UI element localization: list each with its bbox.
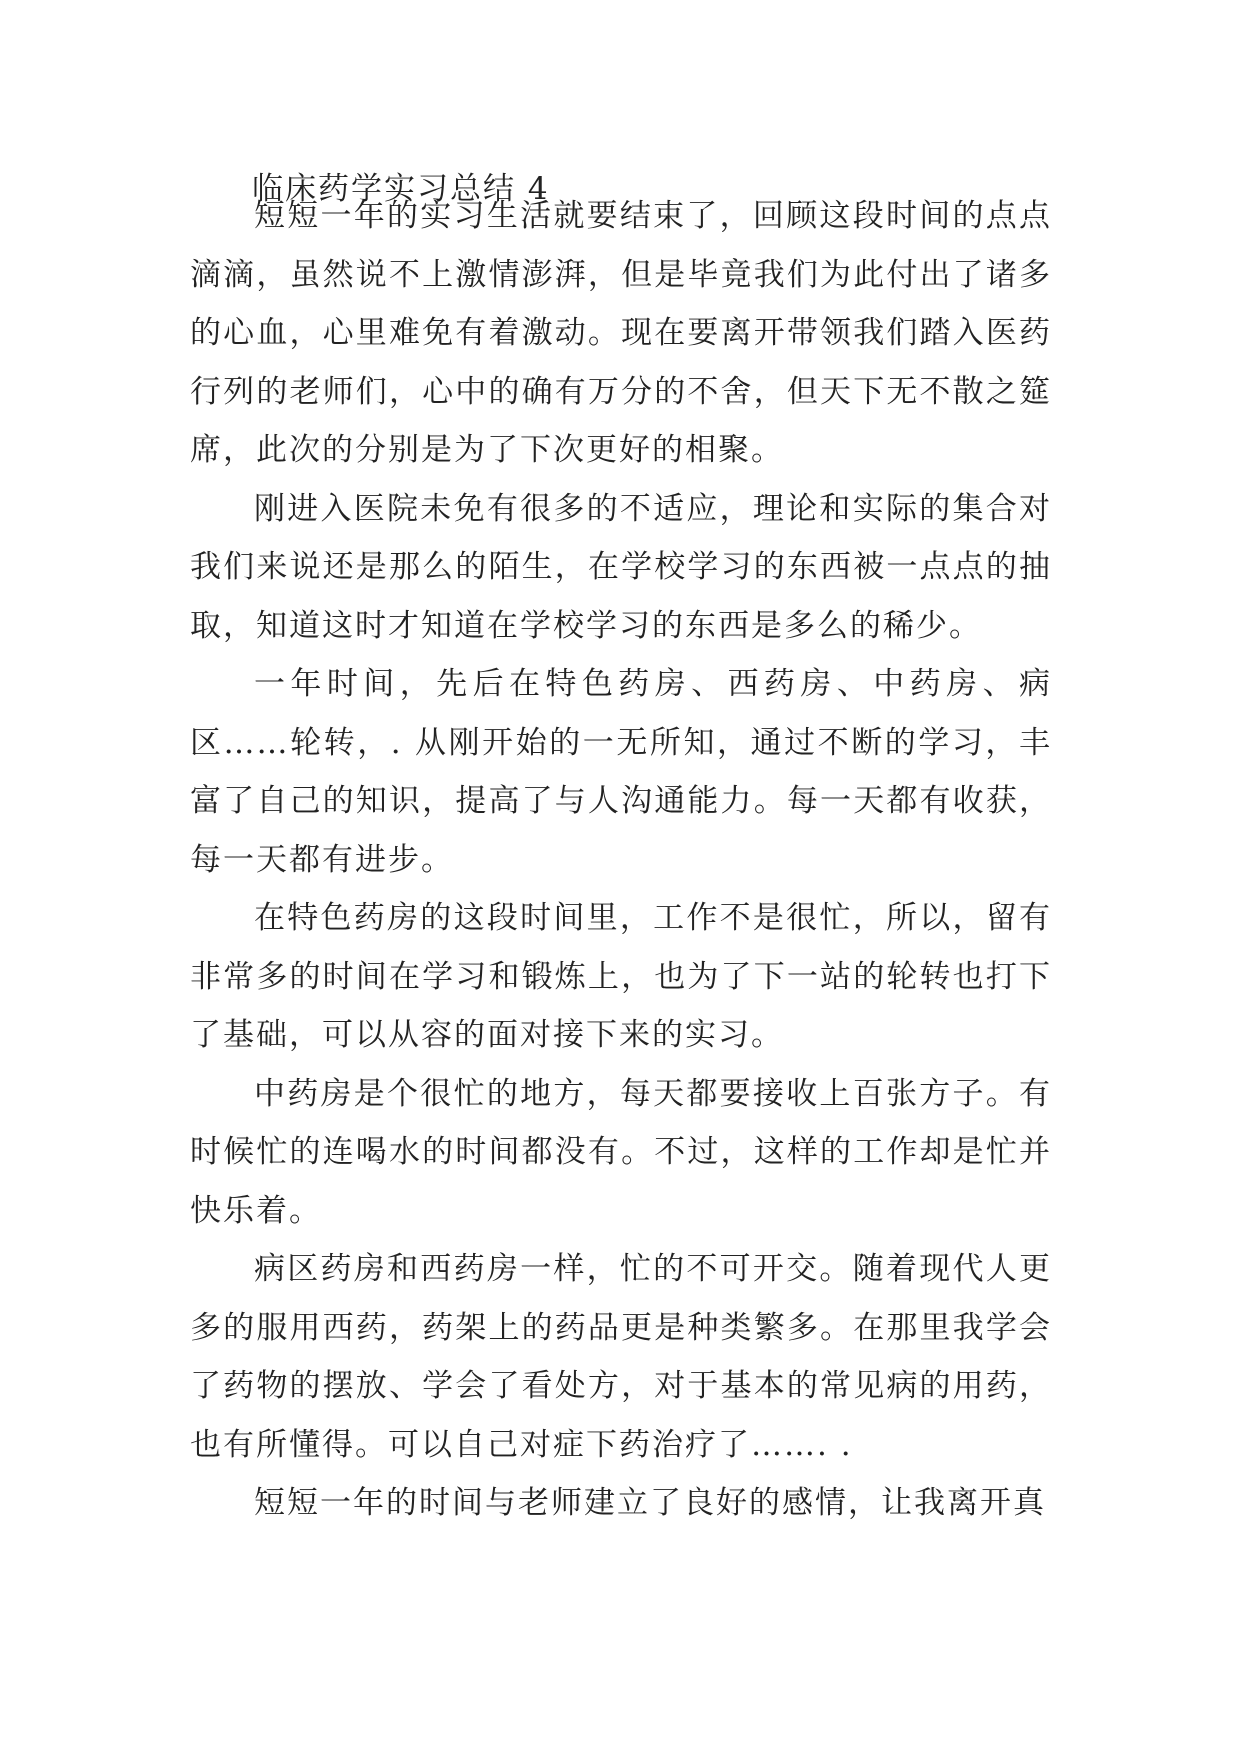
paragraph-1: 短短一年的实习生活就要结束了，回顾这段时间的点点滴滴，虽然说不上激情澎湃，但是毕竟我们为此付出了诸多的心血，心里难免有着激动。现在要离开带领我们踏入医药行列的老师们，心中的确有万分的不舍，但天下无不散之筵席，此次的分别是为了下次更好的相聚。 xyxy=(190,198,1052,468)
paragraph-4: 在特色药房的这段时间里，工作不是很忙，所以，留有非常多的时间在学习和锻炼上，也为了下一站的轮转也打下了基础，可以从容的面对接下来的实习。 xyxy=(190,900,1052,1053)
document-title: 临床药学实习总结 4 xyxy=(252,171,550,207)
paragraph-5: 中药房是个很忙的地方，每天都要接收上百张方子。有时候忙的连喝水的时间都没有。不过，这样的工作却是忙并快乐着。 xyxy=(190,1075,1052,1229)
paragraph-2: 刚进入医院未免有很多的不适应，理论和实际的集合对我们来说还是那么的陌生，在学校学习的东西被一点点的抽取，知道这时才知道在学校学习的东西是多么的稀少。 xyxy=(190,490,1052,644)
body-text xyxy=(190,187,1052,1533)
paragraph-6: 病区药房和西药房一样，忙的不可开交。随着现代人更多的服用西药，药架上的药品更是种类繁多。在那里我学会了药物的摆放、学会了看处方，对于基本的常见病的用药，也有所懂得。可以自己对症下药治疗了……. . xyxy=(190,1251,1052,1463)
paragraph-3: 一年时间，先后在特色药房、西药房、中药房、病区……轮转，. 从刚开始的一无所知，通过不断的学习，丰富了自己的知识，提高了与人沟通能力。每一天都有收获，每一天都有进步。 xyxy=(190,666,1052,878)
paragraph-7: 短短一年的时间与老师建立了良好的感情，让我离开真 xyxy=(254,1485,1046,1521)
